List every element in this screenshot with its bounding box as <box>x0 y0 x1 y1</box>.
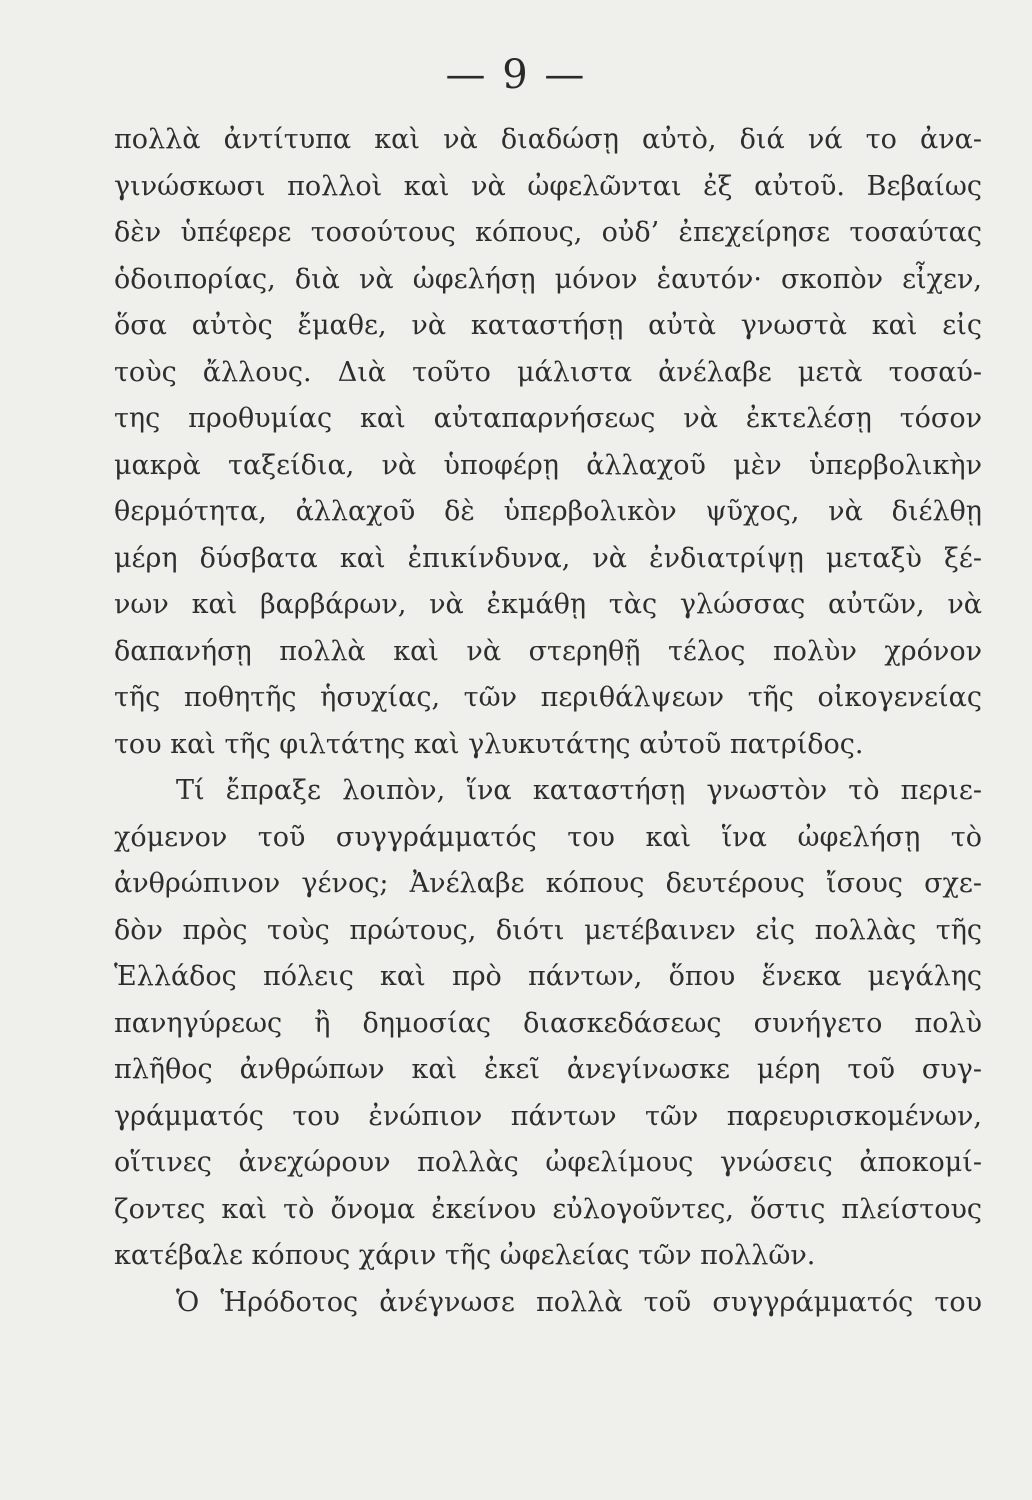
text-line: ζοντες καὶ τὸ ὄνομα ἐκείνου εὐλογοῦντες, ὅστις πλείστους <box>114 1193 982 1225</box>
text-line: πολλὰ ἀντίτυπα καὶ νὰ διαδώσῃ αὐτὸ, διά νά το ἀνα- <box>114 124 982 155</box>
text-line: γινώσκωσι πολλοὶ καὶ νὰ ὠφελῶνται ἐξ αὐτοῦ. Βεβαίως <box>114 170 982 202</box>
paragraph-1 <box>114 117 982 768</box>
text-line: δὸν πρὸς τοὺς πρώτους, διότι μετέβαινεν εἰς πολλὰς τῆς <box>114 914 982 946</box>
page-number: — 9 — <box>445 52 587 98</box>
text-line: νων καὶ βαρβάρων, νὰ ἐκμάθῃ τὰς γλώσσας αὐτῶν, νὰ <box>114 589 982 620</box>
text-line: γράμματός του ἐνώπιον πάντων τῶν παρευρισκομένων, <box>114 1100 982 1132</box>
text-line: ὁδοιπορίας, διὰ νὰ ὠφελήσῃ μόνον ἑαυτόν· σκοπὸν εἶχεν, <box>114 263 982 295</box>
text-line: δαπανήσῃ πολλὰ καὶ νὰ στερηθῇ τέλος πολὺν χρόνον <box>114 635 982 667</box>
text-line: της προθυμίας καὶ αὐταπαρνήσεως νὰ ἐκτελέσῃ τόσον <box>114 403 982 434</box>
text-line: ἀνθρώπινον γένος; Ἀνέλαβε κόπους δευτέρους ἴσους σχε- <box>114 868 982 899</box>
text-line: δὲν ὑπέφερε τοσούτους κόπους, οὐδ’ ἐπεχείρησε τοσαύτας <box>114 217 982 248</box>
text-line: Ὁ Ἡρόδοτος ἀνέγνωσε πολλὰ τοῦ συγγράμματός του <box>176 1286 982 1318</box>
text-line: θερμότητα, ἀλλαχοῦ δὲ ὑπερβολικὸν ψῦχος, νὰ διέλθῃ <box>114 496 982 527</box>
text-line: πανηγύρεως ἢ δημοσίας διασκεδάσεως συνήγετο πολὺ <box>114 1007 982 1039</box>
text-line: κατέβαλε κόπους χάριν τῆς ὠφελείας τῶν πολλῶν. <box>114 1240 816 1271</box>
text-line: Τί ἔπραξε λοιπὸν, ἵνα καταστήσῃ γνωστὸν τὸ περιε- <box>176 775 982 806</box>
text-line: μέρη δύσβατα καὶ ἐπικίνδυνα, νὰ ἐνδιατρίψῃ μεταξὺ ξέ- <box>114 542 982 574</box>
text-line: τοὺς ἄλλους. Διὰ τοῦτο μάλιστα ἀνέλαβε μετὰ τοσαύ- <box>114 356 982 388</box>
paragraph-2 <box>114 768 982 1280</box>
text-line: πλῆθος ἀνθρώπων καὶ ἐκεῖ ἀνεγίνωσκε μέρη τοῦ συγ- <box>114 1054 982 1085</box>
text-line: ὅσα αὐτὸς ἔμαθε, νὰ καταστήσῃ αὐτὰ γνωστὰ καὶ εἰς <box>114 310 982 341</box>
text-line: του καὶ τῆς φιλτάτης καὶ γλυκυτάτης αὐτοῦ πατρίδος. <box>114 728 864 760</box>
text-line: μακρὰ ταξείδια, νὰ ὑποφέρῃ ἀλλαχοῦ μὲν ὑπερβολικὴν <box>114 449 982 481</box>
paragraph-3 <box>114 1280 982 1327</box>
text-line: Ἑλλάδος πόλεις καὶ πρὸ πάντων, ὅπου ἕνεκα μεγάλης <box>114 961 982 992</box>
text-line: τῆς ποθητῆς ἡσυχίας, τῶν περιθάλψεων τῆς οἰκογενείας <box>114 682 982 713</box>
text-line: οἵτινες ἀνεχώρουν πολλὰς ὠφελίμους γνώσεις ἀποκομί- <box>114 1147 982 1178</box>
body-text <box>114 117 982 1326</box>
text-line: χόμενον τοῦ συγγράμματός του καὶ ἵνα ὠφελήσῃ τὸ <box>114 821 982 853</box>
